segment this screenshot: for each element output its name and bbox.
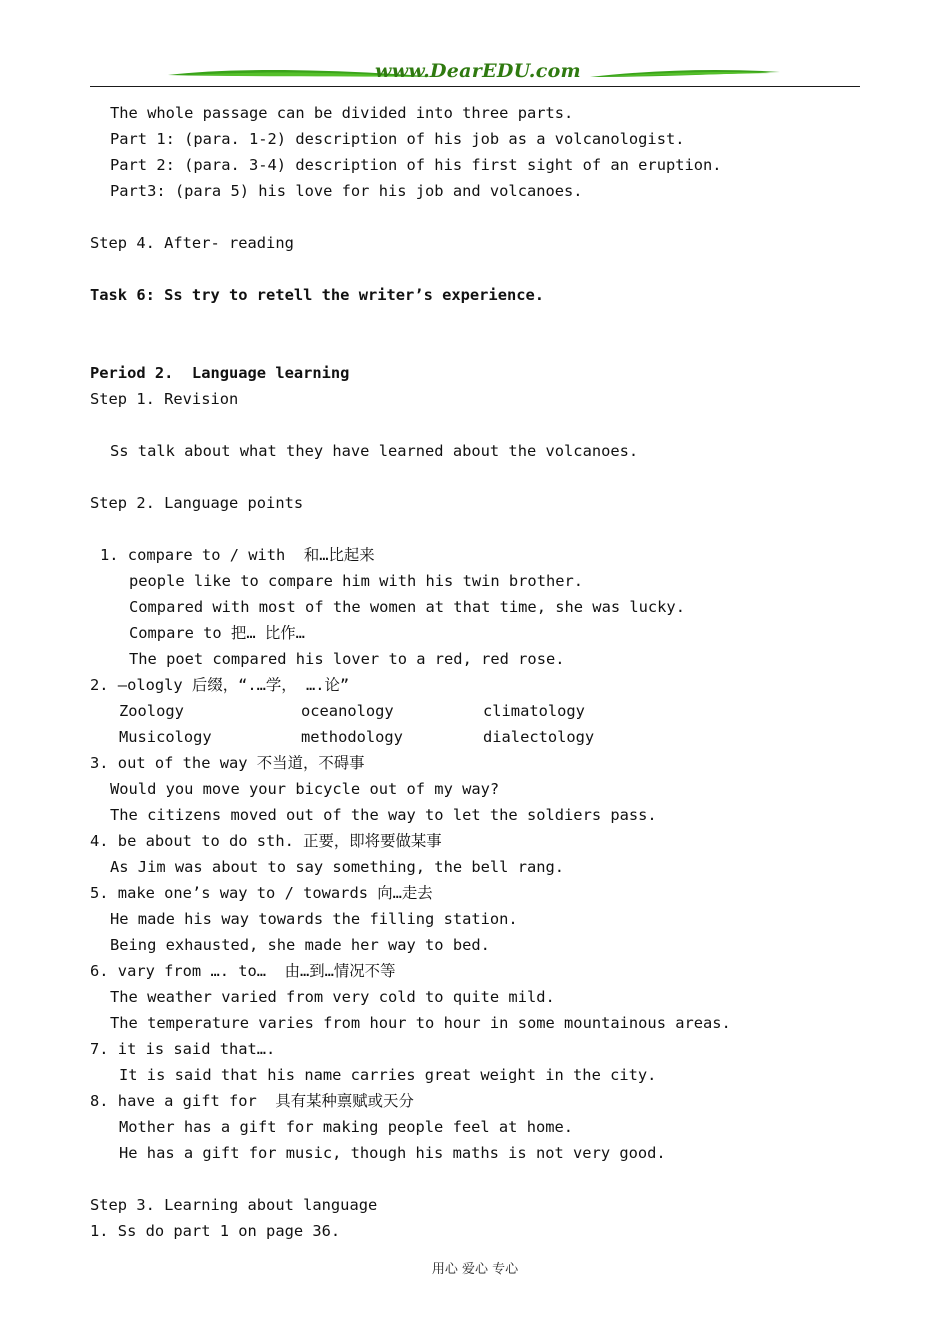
word-cell: dialectology	[483, 728, 595, 746]
example-line: Would you move your bicycle out of my way?	[110, 780, 500, 798]
word-cell: methodology	[301, 728, 403, 746]
text-line: Part3: (para 5) his love for his job and volcanoes.	[110, 182, 583, 200]
text-line: Ss talk about what they have learned about the volcanoes.	[110, 442, 639, 460]
right-swoosh-decoration	[590, 66, 780, 84]
text-line: Part 1: (para. 1-2) description of his job as a volcanologist.	[110, 130, 685, 148]
example-line: The citizens moved out of the way to let the soldiers pass.	[110, 806, 657, 824]
text-line: Part 2: (para. 3-4) description of his first sight of an eruption.	[110, 156, 722, 174]
list-item: 3. out of the way 不当道，不碍事	[90, 754, 365, 772]
list-item: 4. be about to do sth. 正要，即将要做某事	[90, 832, 442, 850]
list-item: 8. have a gift for 具有某种禀赋或天分	[90, 1092, 414, 1110]
example-line: Being exhausted, she made her way to bed.	[110, 936, 490, 954]
example-line: He has a gift for music, though his maths is not very good.	[119, 1144, 666, 1162]
example-line: Compare to 把… 比作…	[129, 624, 305, 642]
example-line: The poet compared his lover to a red, red rose.	[129, 650, 565, 668]
list-item: 5. make one’s way to / towards 向…走去	[90, 884, 433, 902]
example-line: Mother has a gift for making people feel at home.	[119, 1118, 574, 1136]
example-line: The weather varied from very cold to quite mild.	[110, 988, 555, 1006]
list-item: 7. it is said that….	[90, 1040, 276, 1058]
step-heading: Step 2. Language points	[90, 494, 304, 512]
word-cell: Zoology	[119, 702, 184, 720]
example-line: people like to compare him with his twin brother.	[129, 572, 584, 590]
example-line: Compared with most of the women at that time, she was lucky.	[129, 598, 685, 616]
list-item: 1. compare to / with 和…比起来	[100, 546, 375, 564]
example-line: As Jim was about to say something, the bell rang.	[110, 858, 565, 876]
period-heading: Period 2. Language learning	[90, 364, 350, 382]
list-item: 1. Ss do part 1 on page 36.	[90, 1222, 341, 1240]
step-heading: Step 1. Revision	[90, 390, 239, 408]
header-rule	[90, 86, 860, 87]
word-cell: oceanology	[301, 702, 394, 720]
example-line: It is said that his name carries great weight in the city.	[119, 1066, 657, 1084]
site-logo-text: www.DearEDU.com	[375, 60, 581, 82]
step-heading: Step 3. Learning about language	[90, 1196, 378, 1214]
text-line: The whole passage can be divided into three parts.	[110, 104, 574, 122]
page-header	[90, 58, 860, 90]
page-footer: 用心 爱心 专心	[431, 1262, 519, 1277]
list-item: 6. vary from …. to… 由…到…情况不等	[90, 962, 396, 980]
example-line: He made his way towards the filling station.	[110, 910, 518, 928]
word-cell: Musicology	[119, 728, 212, 746]
step-heading: Step 4. After- reading	[90, 234, 294, 252]
word-cell: climatology	[483, 702, 585, 720]
list-item: 2. –ologly 后缀，“.…学， ….论”	[90, 676, 350, 694]
task-heading: Task 6: Ss try to retell the writer’s experience.	[90, 286, 545, 304]
example-line: The temperature varies from hour to hour in some mountainous areas.	[110, 1014, 731, 1032]
